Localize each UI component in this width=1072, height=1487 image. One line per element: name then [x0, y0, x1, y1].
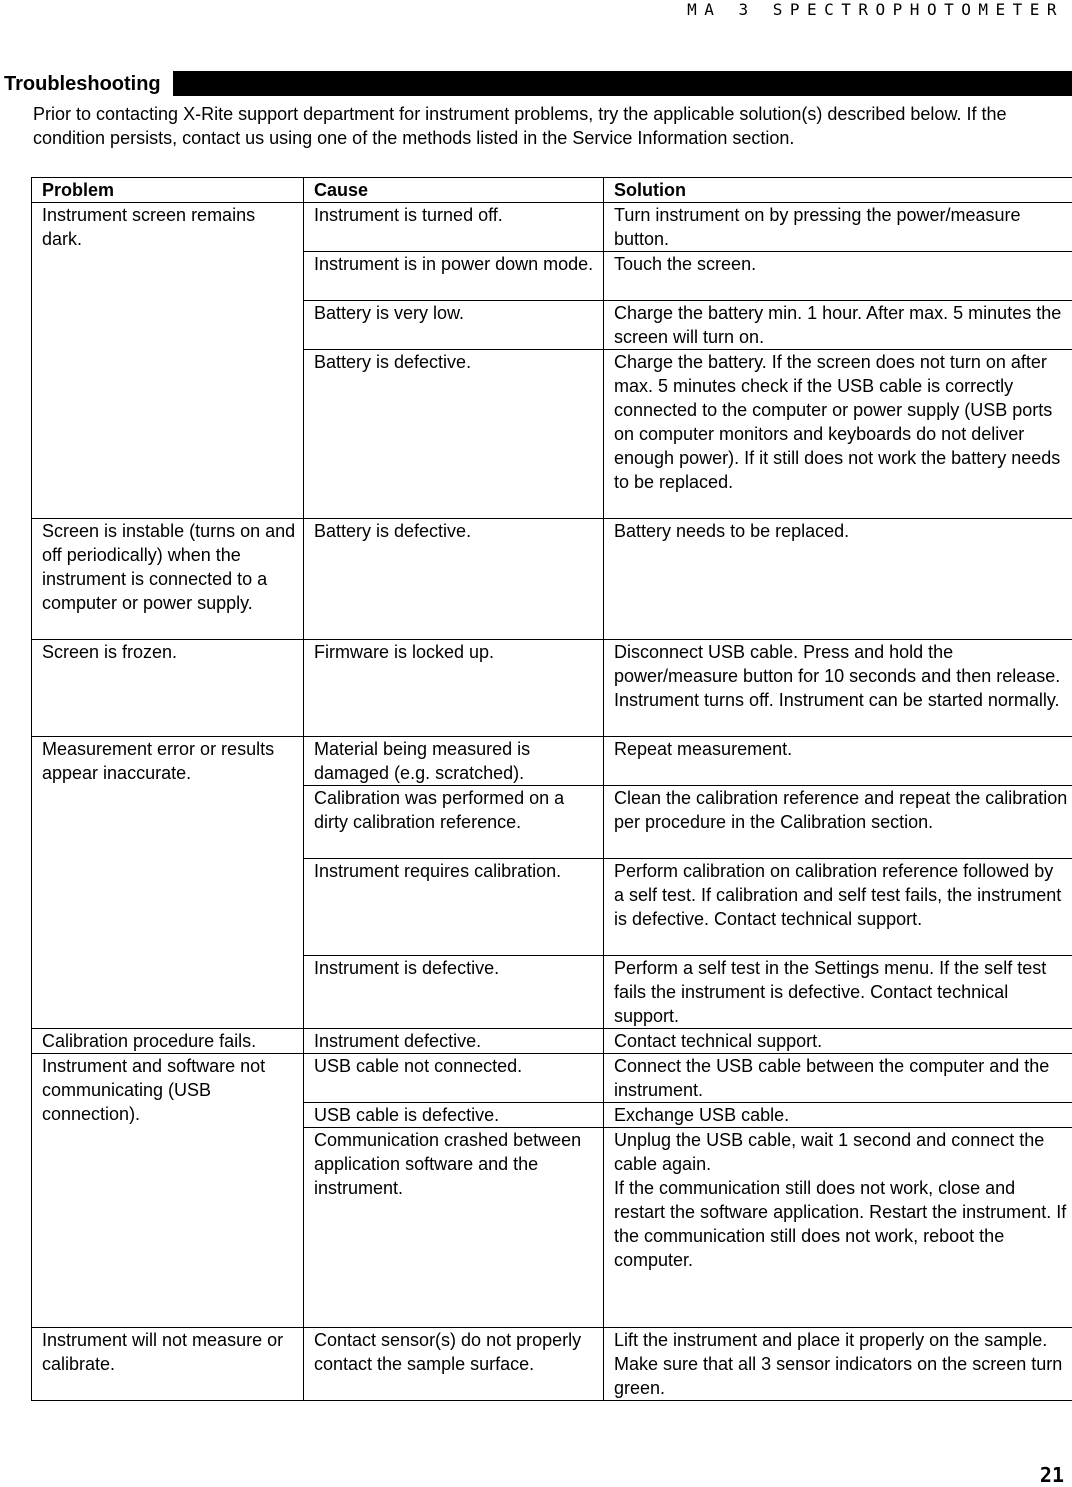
table-row [32, 203, 1072, 252]
solution-cell: Perform calibration on calibration reference followed by a self test. If calibration and self test fails, the instrument is defective. Contact technical support. [604, 859, 1072, 956]
cause-cell: Battery is defective. [304, 519, 604, 640]
cause-cell: Firmware is locked up. [304, 640, 604, 737]
problem-cell: Screen is frozen. [32, 640, 304, 737]
intro-paragraph: Prior to contacting X-Rite support department for instrument problems, try the applicable solution(s) described below. If the condition persists, contact us using one of the methods listed in the Service Information section. [33, 102, 1063, 150]
header-problem: Problem [32, 178, 304, 203]
problem-cell: Instrument screen remains dark. [32, 203, 304, 519]
problem-cell: Instrument and software not communicating (USB connection). [32, 1054, 304, 1328]
solution-cell: Turn instrument on by pressing the power/measure button. [604, 203, 1072, 252]
cause-cell: Instrument is defective. [304, 956, 604, 1029]
solution-cell: Charge the battery. If the screen does not turn on after max. 5 minutes check if the USB cable is correctly connected to the computer or power supply (USB ports on computer monitors and keyboards do not deliver enough power). If it still does not work the battery needs to be replaced. [604, 350, 1072, 519]
table-row [32, 1328, 1072, 1401]
table-row [32, 1054, 1072, 1103]
cause-cell: Calibration was performed on a dirty calibration reference. [304, 786, 604, 859]
header-solution: Solution [604, 178, 1072, 203]
solution-cell: Battery needs to be replaced. [604, 519, 1072, 640]
solution-line-2: If the communication still does not work, close and restart the software application. Restart the instrument. If the communication still does not work, reboot the computer. [614, 1176, 1068, 1272]
cause-cell: USB cable not connected. [304, 1054, 604, 1103]
table-row [32, 519, 1072, 640]
solution-cell: Clean the calibration reference and repeat the calibration per procedure in the Calibration section. [604, 786, 1072, 859]
cause-cell: Communication crashed between application software and the instrument. [304, 1128, 604, 1328]
solution-cell: Exchange USB cable. [604, 1103, 1072, 1128]
cause-cell: Battery is very low. [304, 301, 604, 350]
solution-cell: Touch the screen. [604, 252, 1072, 301]
page-number: 21 [1040, 1465, 1064, 1485]
cause-cell: Material being measured is damaged (e.g. scratched). [304, 737, 604, 786]
troubleshooting-table [31, 177, 1072, 1401]
problem-cell: Screen is instable (turns on and off periodically) when the instrument is connected to a computer or power supply. [32, 519, 304, 640]
solution-line-1: Unplug the USB cable, wait 1 second and connect the cable again. [614, 1128, 1068, 1176]
table-row [32, 737, 1072, 786]
solution-cell: Contact technical support. [604, 1029, 1072, 1054]
cause-cell: Instrument is in power down mode. [304, 252, 604, 301]
table-row [32, 1029, 1072, 1054]
section-title: Troubleshooting [0, 71, 173, 96]
solution-cell: Connect the USB cable between the computer and the instrument. [604, 1054, 1072, 1103]
running-head-title: MA 3 SPECTROPHOTOMETER [687, 0, 1064, 20]
solution-cell [604, 1128, 1072, 1328]
cause-cell: Contact sensor(s) do not properly contact the sample surface. [304, 1328, 604, 1401]
solution-cell: Repeat measurement. [604, 737, 1072, 786]
problem-cell: Measurement error or results appear inaccurate. [32, 737, 304, 1029]
cause-cell: Battery is defective. [304, 350, 604, 519]
problem-cell: Calibration procedure fails. [32, 1029, 304, 1054]
table-row [32, 640, 1072, 737]
table-header-row [32, 178, 1072, 203]
cause-cell: Instrument defective. [304, 1029, 604, 1054]
cause-cell: Instrument is turned off. [304, 203, 604, 252]
cause-cell: Instrument requires calibration. [304, 859, 604, 956]
header-cause: Cause [304, 178, 604, 203]
solution-cell: Disconnect USB cable. Press and hold the power/measure button for 10 seconds and then release. Instrument turns off. Instrument can be started normally. [604, 640, 1072, 737]
solution-cell: Charge the battery min. 1 hour. After max. 5 minutes the screen will turn on. [604, 301, 1072, 350]
problem-cell: Instrument will not measure or calibrate. [32, 1328, 304, 1401]
solution-cell: Perform a self test in the Settings menu. If the self test fails the instrument is defective. Contact technical support. [604, 956, 1072, 1029]
solution-cell: Lift the instrument and place it properly on the sample. Make sure that all 3 sensor indicators on the screen turn green. [604, 1328, 1072, 1401]
cause-cell: USB cable is defective. [304, 1103, 604, 1128]
